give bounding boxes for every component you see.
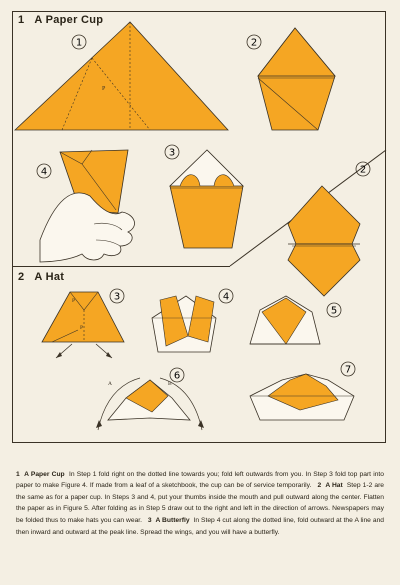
hat-step6-figure xyxy=(96,378,204,430)
point-a-label: A xyxy=(108,381,112,387)
caption-number: 1 xyxy=(16,470,20,478)
hat-step7-number xyxy=(341,362,355,376)
section-title-text: A Paper Cup xyxy=(34,14,104,26)
caption-heading-hat: A Hat xyxy=(325,482,343,490)
svg-text:3: 3 xyxy=(168,147,176,159)
cup-step2b-number xyxy=(356,162,370,176)
point-p-label: P xyxy=(72,298,76,304)
cup-step3-figure xyxy=(168,147,243,248)
caption-text-butterfly: In Step 4 cut along the dotted line, fold outward at the A line and then inward and outward at the peak line. Spread the wings, and you will have a butterfly. xyxy=(16,517,385,536)
cup-step2a-figure xyxy=(258,28,335,130)
section-title-text: A Hat xyxy=(34,271,65,283)
caption-number: 3 xyxy=(147,517,152,525)
point-p-label: P xyxy=(80,325,84,331)
cup-step4-number xyxy=(37,164,51,178)
svg-text:3: 3 xyxy=(113,291,121,303)
hat-step5-number xyxy=(327,303,341,317)
svg-text:4: 4 xyxy=(222,291,230,303)
svg-text:6: 6 xyxy=(173,370,181,382)
hat-step5-figure xyxy=(250,296,320,344)
svg-text:1: 1 xyxy=(75,37,83,49)
section-number: 2 xyxy=(18,271,25,283)
cup-step1-number xyxy=(72,35,86,49)
hat-step3-number xyxy=(110,289,124,303)
hat-step3-figure xyxy=(42,292,124,358)
svg-text:2: 2 xyxy=(359,164,367,176)
caption-number: 2 xyxy=(317,482,322,490)
svg-text:4: 4 xyxy=(40,166,48,178)
hat-step4-number xyxy=(219,289,233,303)
svg-text:2: 2 xyxy=(250,37,258,49)
cup-step4-figure xyxy=(40,150,135,262)
point-b-label: B xyxy=(168,381,172,387)
hat-step6-number xyxy=(170,368,184,382)
cup-step2a-number xyxy=(247,35,261,49)
svg-text:7: 7 xyxy=(344,364,352,376)
hat-step4-figure xyxy=(152,296,216,352)
hat-step7-figure xyxy=(250,374,354,420)
svg-text:5: 5 xyxy=(330,305,338,317)
section-number: 1 xyxy=(18,14,25,26)
instructions-caption xyxy=(16,469,384,539)
caption-heading-paper-cup: A Paper Cup xyxy=(24,470,65,478)
point-p-label: P xyxy=(102,86,106,92)
cup-step3-number xyxy=(165,145,179,159)
cup-step1-figure xyxy=(15,22,228,130)
caption-heading-butterfly: A Butterfly xyxy=(155,517,190,525)
cup-step2b-figure xyxy=(288,186,360,296)
caption-text-paper-cup: In Step 1 fold right on the dotted line towards you; fold left outwards from you. In Step 3 fold top part into paper to make Figure 4. If made from a leaf of a sketchbook, the cup can be of service temporarily. xyxy=(16,470,385,490)
caption-text-hat: Step 1-2 are the same as for a paper cup. In Steps 3 and 4, put your thumbs inside the mouth and pull outward along the center. Flatten the paper as in Figure 5. After folding as in Step 5 draw out to the right and left in the direction of arrows. Newspapers may be folded thus to make hats you can wear. xyxy=(16,482,385,525)
